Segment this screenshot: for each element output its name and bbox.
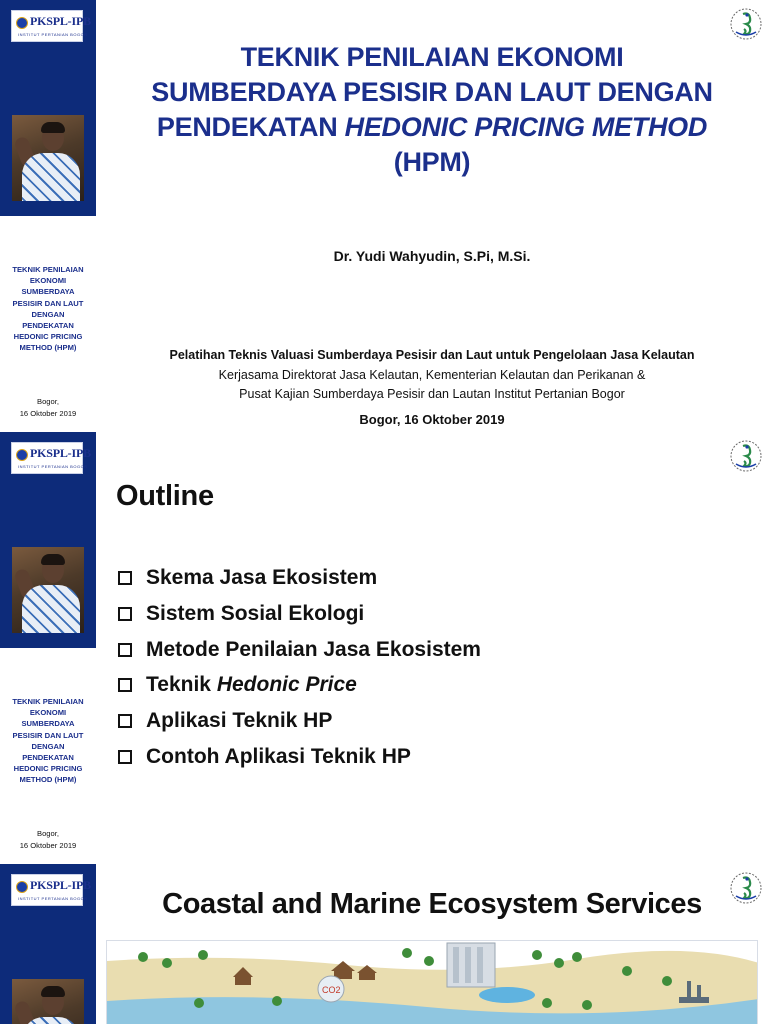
sidebar-blue-panel [0, 0, 96, 216]
checkbox-bullet-icon [118, 607, 132, 621]
presenter-photo [12, 115, 84, 201]
author-name: Dr. Yudi Wahyudin, S.Pi, M.Si. [333, 248, 531, 264]
checkbox-bullet-icon [118, 750, 132, 764]
ecosystem-illustration [106, 940, 758, 1024]
list-item: Skema Jasa Ekosistem [118, 560, 481, 596]
sidebar-place-date: Bogor, 16 Oktober 2019 [19, 397, 77, 418]
sidebar-title: TEKNIK PENILAIAN EKONOMI SUMBERDAYA PESISIR DAN LAUT DENGAN PENDEKATAN HEDONIC PRICING METHOD (HPM) [12, 697, 84, 785]
list-item: Metode Penilaian Jasa Ekosistem [118, 632, 481, 668]
list-item: Sistem Sosial Ekologi [118, 596, 481, 632]
outline-list [118, 560, 481, 775]
event-date: Bogor, 16 Oktober 2019 [359, 412, 505, 427]
sidebar-place-date: Bogor, 16 Oktober 2019 [19, 829, 77, 850]
ipb-seahorse-logo-icon [728, 6, 764, 42]
event-partner-line: Kerjasama Direktorat Jasa Kelautan, Kementerian Kelautan dan Perikanan & [218, 368, 646, 382]
pkspl-logo-icon: PKSPL-IPB INSTITUT PERTANIAN BOGOR [11, 442, 83, 474]
checkbox-bullet-icon [118, 643, 132, 657]
slide-title [0, 0, 768, 432]
slide-heading: Coastal and Marine Ecosystem Services [162, 888, 702, 920]
outline-heading: Outline [116, 480, 214, 512]
pkspl-logo-icon: PKSPL-IPB INSTITUT PERTANIAN BOGOR [11, 874, 83, 906]
slide-ecosystem-services [0, 864, 768, 1024]
list-item: Teknik Hedonic Price [118, 667, 481, 703]
checkbox-bullet-icon [118, 678, 132, 692]
presentation-title: TEKNIK PENILAIAN EKONOMI SUMBERDAYA PESISIR DAN LAUT DENGAN PENDEKATAN HEDONIC PRICING METHOD (HPM) [151, 42, 713, 177]
list-item: Contoh Aplikasi Teknik HP [118, 739, 481, 775]
list-item: Aplikasi Teknik HP [118, 703, 481, 739]
presenter-photo [12, 547, 84, 633]
slide-sidebar [0, 0, 96, 432]
checkbox-bullet-icon [118, 714, 132, 728]
sidebar-blue-panel [0, 432, 96, 648]
slide-outline [0, 432, 768, 864]
slide-sidebar [0, 432, 96, 864]
sidebar-blue-panel [0, 864, 96, 1024]
event-partner-line: Pusat Kajian Sumberdaya Pesisir dan Lautan Institut Pertanian Bogor [239, 387, 625, 401]
presenter-photo [12, 979, 84, 1024]
co2-label: CO2 [322, 985, 341, 995]
slide-sidebar [0, 864, 96, 1024]
event-title: Pelatihan Teknis Valuasi Sumberdaya Pesisir dan Laut untuk Pengelolaan Jasa Kelautan [169, 348, 695, 362]
sidebar-title: TEKNIK PENILAIAN EKONOMI SUMBERDAYA PESISIR DAN LAUT DENGAN PENDEKATAN HEDONIC PRICING METHOD (HPM) [12, 265, 84, 353]
checkbox-bullet-icon [118, 571, 132, 585]
pkspl-logo-icon: PKSPL-IPB INSTITUT PERTANIAN BOGOR [11, 10, 83, 42]
ipb-seahorse-logo-icon [728, 438, 764, 474]
